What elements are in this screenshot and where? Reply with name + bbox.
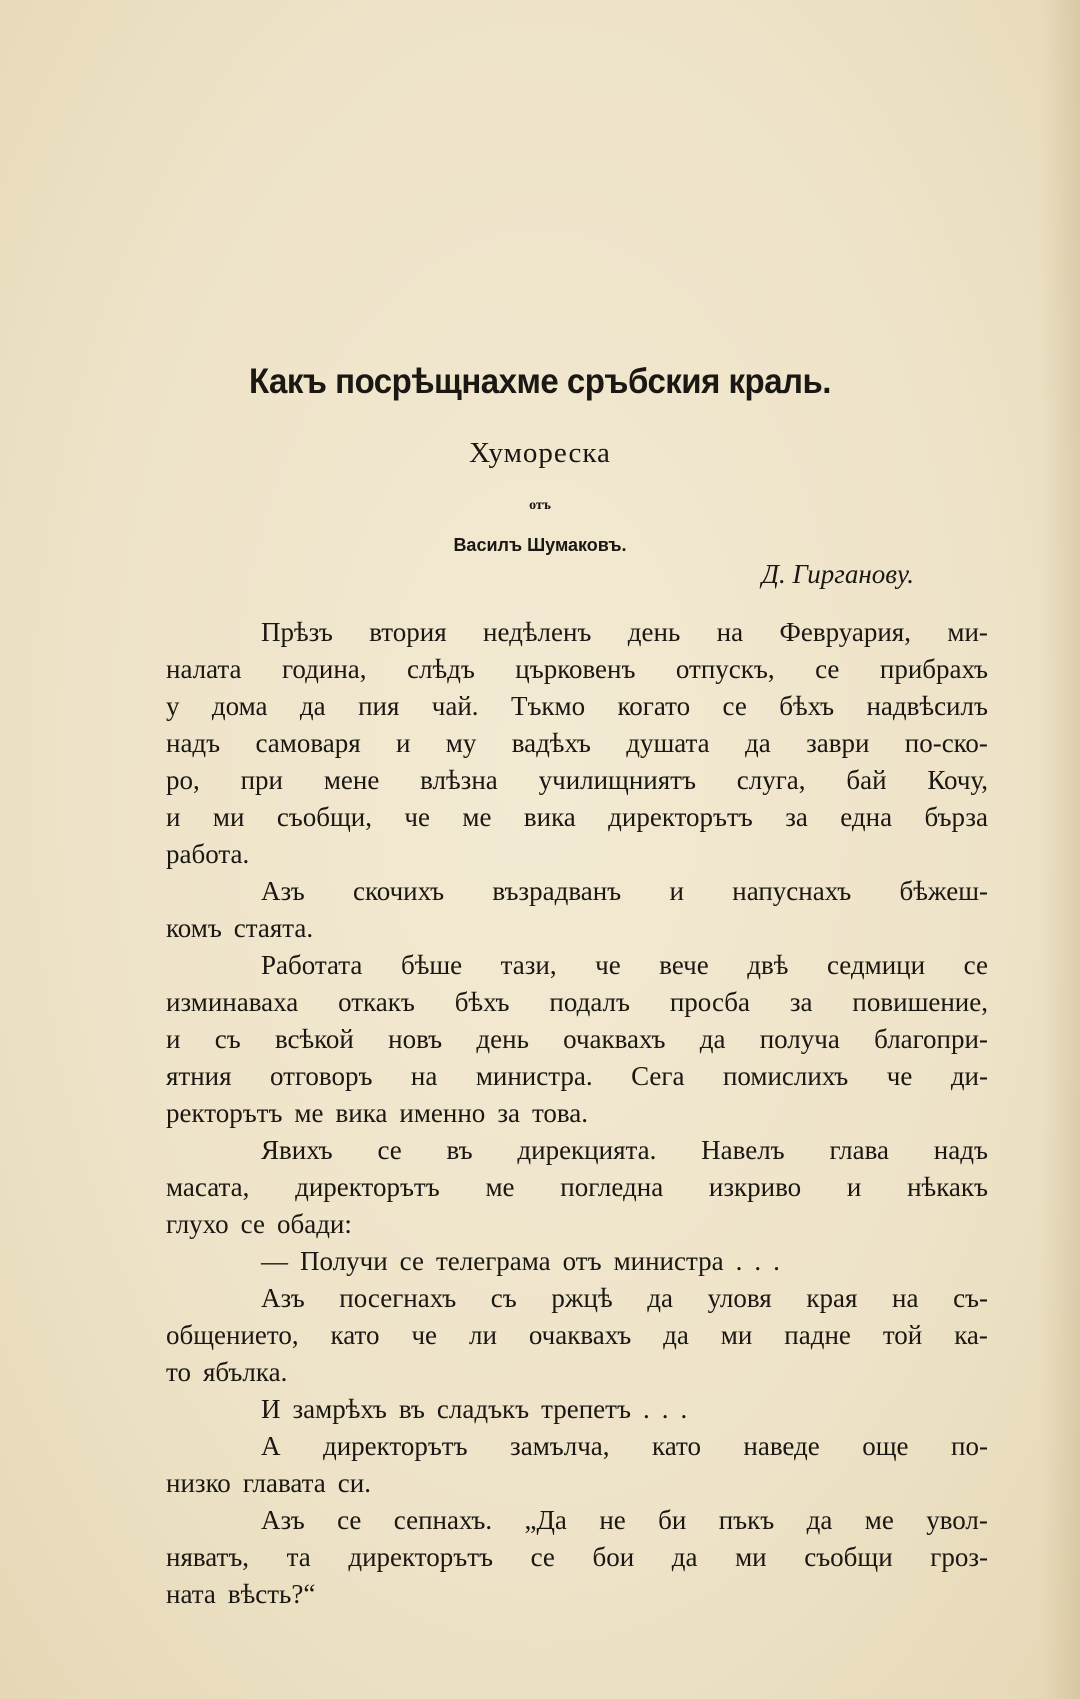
page-edge-shadow (1040, 0, 1080, 1699)
author-name: Василъ Шумаковъ. (453, 535, 627, 555)
article-body (166, 614, 988, 1613)
text-line: масата, директорътъ ме погледна изкриво и нѣкакъ (166, 1172, 988, 1202)
text-line: И замрѣхъ въ сладъкъ трепетъ . . . (261, 1394, 688, 1424)
text-line: ната вѣсть?“ (166, 1579, 316, 1609)
dedication: Д. Гирганову. (761, 559, 914, 589)
text-line: Работата бѣше тази, че вече двѣ седмици се (261, 950, 988, 980)
text-line: А директорътъ замълча, като наведе още по- (261, 1431, 988, 1461)
text-line: у дома да пия чай. Тъкмо когато се бѣхъ надвѣсилъ (166, 691, 988, 721)
text-line: Азъ скочихъ възрадванъ и напуснахъ бѣжеш- (261, 876, 988, 906)
article-subtitle: Хумореска (469, 437, 611, 469)
article-title: Какъ посрѣщнахме сръбския краль. (249, 360, 831, 401)
text-line: работа. (166, 839, 250, 869)
text-line: Явихъ се въ дирекцията. Навелъ глава надъ (261, 1135, 988, 1165)
text-line: няватъ, та директорътъ се бои да ми съобщи гроз- (166, 1542, 988, 1572)
byline-preposition: отъ (529, 498, 551, 513)
text-line: надъ самоваря и му вадѣхъ душата да заври по-ско- (166, 728, 988, 758)
text-line: общението, като че ли очаквахъ да ми падне той ка- (166, 1320, 988, 1350)
text-line: глухо се обади: (166, 1209, 352, 1239)
text-line: и съ всѣкой новъ день очаквахъ да получа благопри- (166, 1024, 988, 1054)
text-line: Прѣзъ втория недѣленъ день на Февруария, ми- (261, 617, 988, 647)
text-line: ро, при мене влѣзна училищниятъ слуга, бай Кочу, (166, 765, 988, 795)
text-line: ятния отговоръ на министра. Сега помислихъ че ди- (166, 1061, 988, 1091)
text-line: Азъ се сепнахъ. „Да не би пъкъ да ме увол- (261, 1505, 988, 1535)
text-line: Азъ посегнахъ съ ржцѣ да уловя края на съ- (261, 1283, 988, 1313)
text-line: и ми съобщи, че ме вика директорътъ за една бърза (166, 802, 988, 832)
text-line: ректорътъ ме вика именно за това. (166, 1098, 589, 1128)
text-line: изминаваха откакъ бѣхъ подалъ просба за повишение, (166, 987, 988, 1017)
text-line: налата година, слѣдъ църковенъ отпускъ, се прибрахъ (166, 654, 988, 684)
text-line: низко главата си. (166, 1468, 371, 1498)
text-line: комъ стаята. (166, 913, 314, 943)
text-line: — Получи се телеграма отъ министра . . . (261, 1246, 780, 1276)
text-line: то ябълка. (166, 1357, 288, 1387)
